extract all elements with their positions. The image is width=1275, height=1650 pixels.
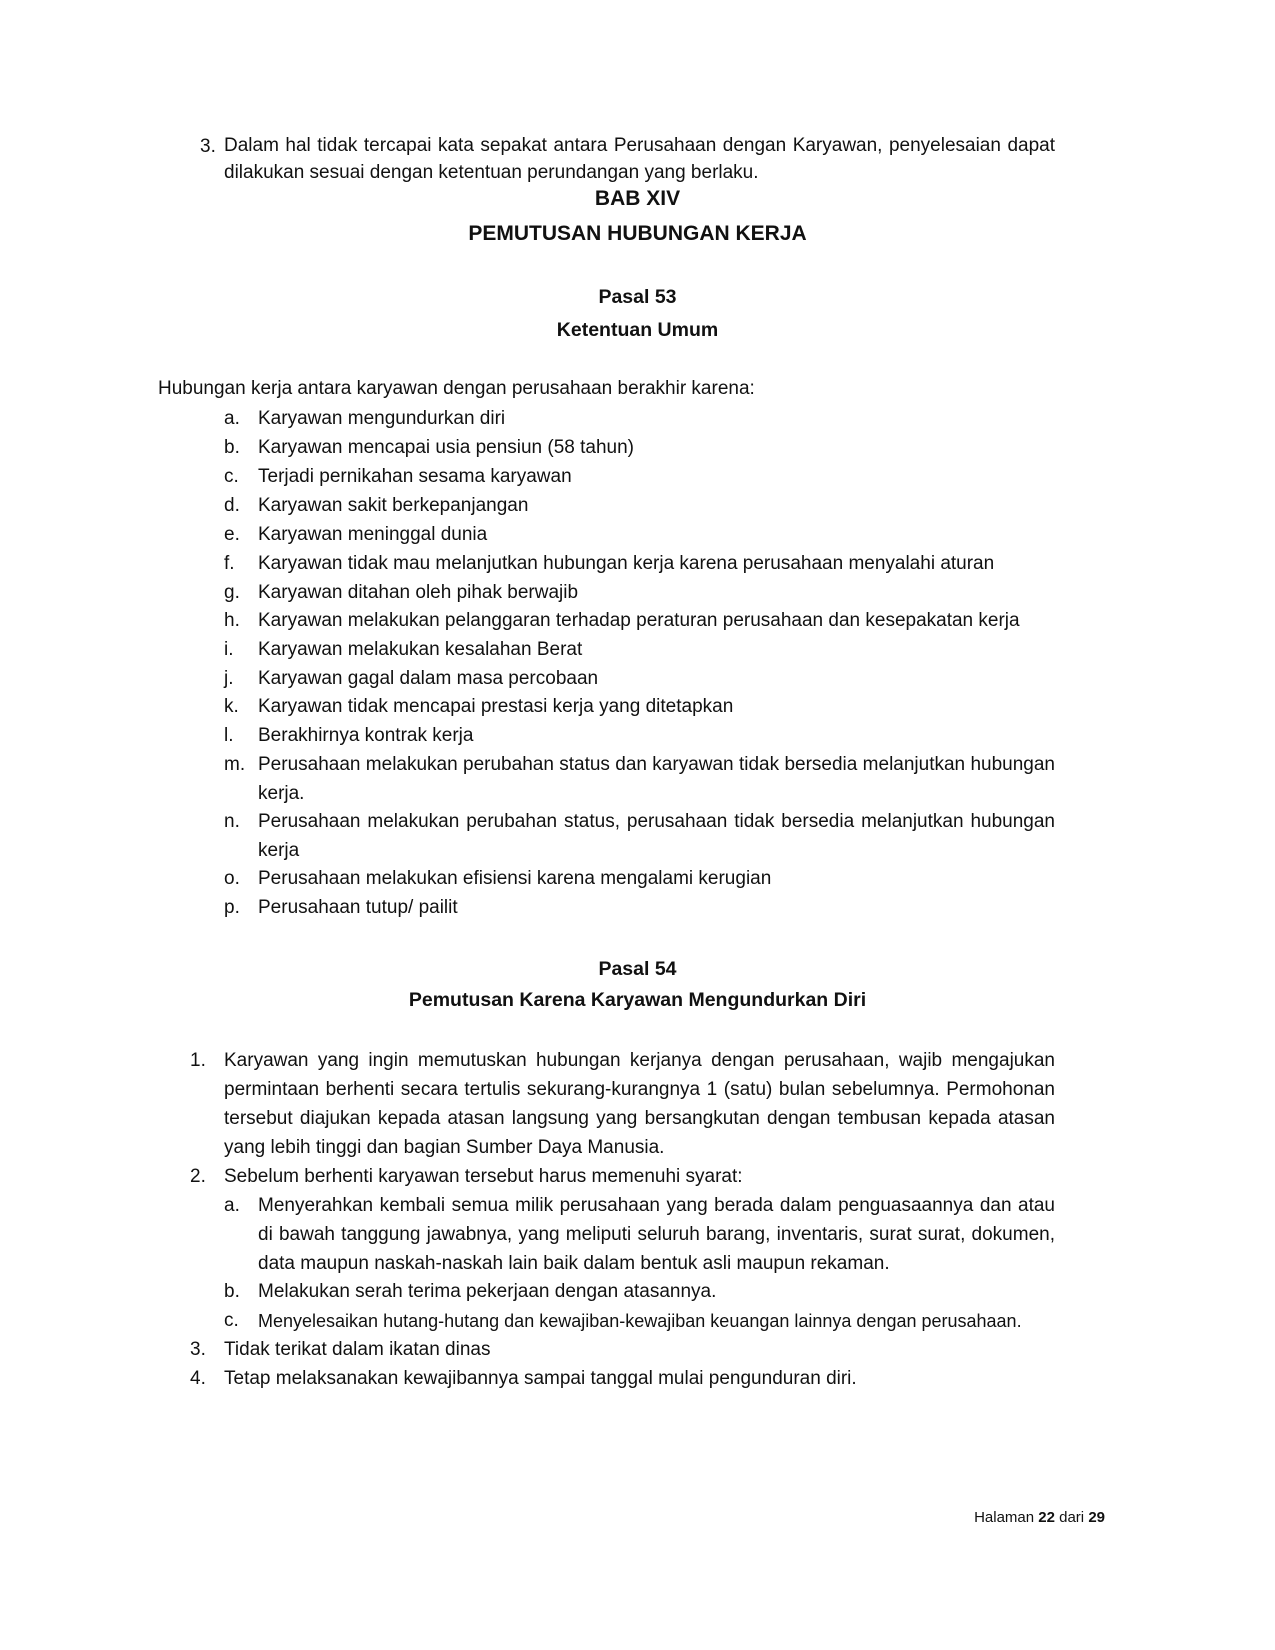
list-letter: e.: [224, 524, 240, 545]
list-text: Melakukan serah terima pekerjaan dengan atasannya.: [258, 1281, 717, 1302]
list-text: Karyawan gagal dalam masa percobaan: [258, 668, 599, 689]
list-item: [224, 664, 1055, 694]
list-text: Perusahaan tutup/ pailit: [258, 897, 458, 918]
list-letter: c.: [224, 466, 239, 487]
list-letter: a.: [224, 1195, 240, 1216]
list-text: Menyelesaikan hutang-hutang dan kewajiban-kewajiban keuangan lainnya dengan perusahaan.: [258, 1311, 1022, 1331]
list-text: Karyawan ditahan oleh pihak berwajib: [258, 582, 579, 603]
footer-prefix: Halaman: [974, 1509, 1035, 1526]
page-footer: [974, 1508, 1105, 1528]
list-text: Sebelum berhenti karyawan tersebut harus memenuhi syarat:: [224, 1166, 743, 1187]
list-text: Terjadi pernikahan sesama karyawan: [258, 466, 572, 487]
list-item: [190, 1162, 1055, 1192]
pasal-53-lead: Hubungan kerja antara karyawan dengan perusahaan berakhir karena:: [158, 378, 755, 399]
list-letter: f.: [224, 553, 235, 574]
list-item: [224, 721, 1055, 751]
sub-list-item: [224, 1277, 1055, 1307]
list-number: 4.: [190, 1368, 206, 1389]
intro-list-item: [200, 132, 1055, 186]
list-item: [224, 807, 1055, 865]
pasal-53-title: Pasal 53: [598, 286, 677, 308]
list-letter: m.: [224, 754, 246, 775]
list-item: [224, 692, 1055, 722]
list-text: Karyawan mencapai usia pensiun (58 tahun): [258, 437, 635, 458]
list-text: Karyawan tidak mencapai prestasi kerja yang ditetapkan: [258, 696, 734, 717]
list-item: [224, 893, 1055, 923]
list-item: [224, 462, 1055, 492]
list-item: [224, 549, 1055, 579]
chapter-title: PEMUTUSAN HUBUNGAN KERJA: [468, 222, 807, 245]
list-letter: l.: [224, 725, 234, 746]
list-item: [224, 635, 1055, 665]
list-text: Perusahaan melakukan perubahan status dan karyawan tidak bersedia melanjutkan hubungan kerja.: [258, 754, 1055, 804]
list-item: [224, 520, 1055, 550]
list-text: Karyawan mengundurkan diri: [258, 408, 506, 429]
list-item: [224, 491, 1055, 521]
list-text: Tidak terikat dalam ikatan dinas: [224, 1339, 491, 1360]
list-item: [224, 578, 1055, 608]
pasal-54-subtitle: Pemutusan Karena Karyawan Mengundurkan Diri: [408, 989, 867, 1011]
list-letter: h.: [224, 610, 240, 631]
pasal-54-title: Pasal 54: [598, 958, 677, 980]
list-text: Berakhirnya kontrak kerja: [258, 725, 474, 746]
list-letter: p.: [224, 897, 240, 918]
list-text: Perusahaan melakukan efisiensi karena mengalami kerugian: [258, 868, 772, 889]
list-text: Karyawan sakit berkepanjangan: [258, 495, 529, 516]
list-letter: o.: [224, 868, 240, 889]
footer-current-page: 22: [1038, 1509, 1055, 1526]
list-text: Karyawan melakukan pelanggaran terhadap peraturan perusahaan dan kesepakatan kerja: [258, 610, 1020, 631]
list-item: [190, 1335, 1055, 1365]
list-number: 3.: [190, 1339, 206, 1360]
list-letter: c.: [224, 1310, 239, 1331]
sub-list-item: [224, 1191, 1055, 1278]
list-text: Karyawan melakukan kesalahan Berat: [258, 639, 583, 660]
list-item: [224, 606, 1055, 636]
list-letter: b.: [224, 1281, 240, 1302]
footer-total-pages: 29: [1088, 1509, 1105, 1526]
list-text: Karyawan meninggal dunia: [258, 524, 488, 545]
sub-list-item: [224, 1306, 1055, 1336]
footer-middle: dari: [1059, 1509, 1085, 1526]
list-letter: i.: [224, 639, 234, 660]
list-letter: k.: [224, 696, 239, 717]
list-item: [224, 404, 1055, 434]
list-letter: n.: [224, 811, 240, 832]
list-item: [224, 433, 1055, 463]
list-letter: b.: [224, 437, 240, 458]
list-text: Karyawan tidak mau melanjutkan hubungan kerja karena perusahaan menyalahi aturan: [258, 553, 995, 574]
list-number: 1.: [190, 1050, 206, 1071]
list-text: Tetap melaksanakan kewajibannya sampai tanggal mulai pengunduran diri.: [224, 1368, 857, 1389]
list-item: [224, 750, 1055, 808]
list-item: [190, 1364, 1055, 1394]
list-letter: j.: [224, 668, 234, 689]
pasal-53-subtitle: Ketentuan Umum: [556, 319, 719, 341]
list-text: Menyerahkan kembali semua milik perusahaan yang berada dalam penguasaannya dan atau di bawah tanggung jawabnya, yang meliputi seluruh barang, inventaris, surat surat, dokumen, data maupun naskah-naskah lain baik dalam bentuk asli maupun rekaman.: [258, 1195, 1055, 1274]
chapter-label: BAB XIV: [594, 187, 681, 210]
list-text: Karyawan yang ingin memutuskan hubungan kerjanya dengan perusahaan, wajib mengajukan permintaan berhenti secara tertulis sekurang-kurangnya 1 (satu) bulan sebelumnya. Permohonan tersebut diajukan kepada atasan langsung yang bersangkutan dengan tembusan kepada atasan yang lebih tinggi dan bagian Sumber Daya Manusia.: [224, 1050, 1055, 1158]
list-item: [190, 1046, 1055, 1162]
list-text: Dalam hal tidak tercapai kata sepakat antara Perusahaan dengan Karyawan, penyelesaian dapat dilakukan sesuai dengan ketentuan perundangan yang berlaku.: [224, 135, 1055, 183]
list-number: 2.: [190, 1166, 206, 1187]
list-text: Perusahaan melakukan perubahan status, perusahaan tidak bersedia melanjutkan hubungan kerja: [258, 811, 1055, 861]
list-letter: g.: [224, 582, 240, 603]
list-letter: d.: [224, 495, 240, 516]
list-item: [224, 864, 1055, 894]
list-number: 3.: [200, 136, 216, 157]
list-letter: a.: [224, 408, 240, 429]
